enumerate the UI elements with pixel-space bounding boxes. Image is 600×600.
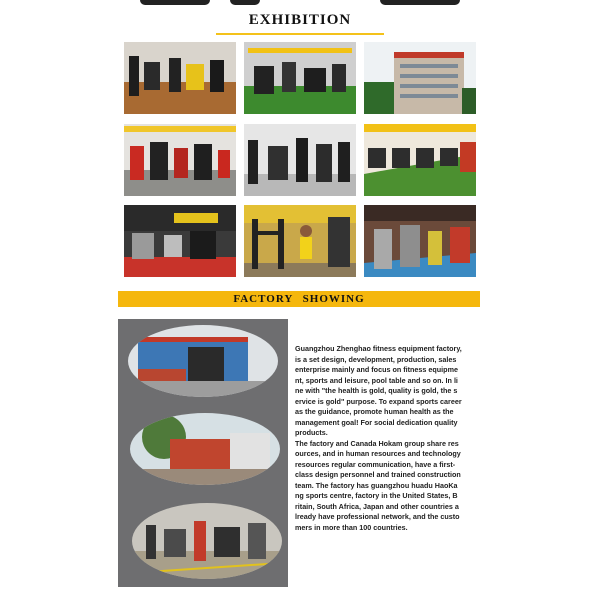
factory-section-header <box>118 291 480 307</box>
factory-photo-panel <box>118 319 288 587</box>
treadmill-row-photo <box>364 124 476 196</box>
exhibition-underline <box>216 33 384 35</box>
smith-machine-athlete-photo <box>244 205 356 277</box>
gym-strength-machines-photo <box>124 42 236 114</box>
factory-description: Guangzhou Zhenghao fitness equipment factory, is a set design, development, production, sales enterprise mainly and focus on fitness equipme nt, sports and leisure, pool table and so on. In li ne with "the health is gold, quality is gold, the s ervice is gold" purpose. To expand sports career as the guidance, promote human health as the management goal! For social dedication quality products. The factory and Canada Hokam group share res ources, and in human resources and technology resources regular communication, have a first- class design personnel and trained construction team. The factory has guangzhou huadu HaoKa ng sports centre, factory in the United States, B ritain, South Africa, Japan and other countries a lready have professional network, and the custo mers in more than 100 countries. <box>295 344 462 532</box>
exhibition-title: EXHIBITION <box>248 12 352 28</box>
factory-workshop-photo <box>132 503 282 579</box>
showroom-weight-stations-photo <box>244 124 356 196</box>
gym-turf-area-photo <box>244 42 356 114</box>
factory-building-photo <box>364 42 476 114</box>
factory-yard-photo <box>130 413 280 485</box>
top-decoration <box>0 0 600 10</box>
fitness-hall-blue-floor-photo <box>124 205 236 277</box>
factory-warehouse-photo <box>128 325 278 397</box>
showroom-red-machines-photo <box>124 124 236 196</box>
expo-booth-photo <box>364 205 476 277</box>
factory-title: FACTORY SHOWING <box>233 293 365 305</box>
